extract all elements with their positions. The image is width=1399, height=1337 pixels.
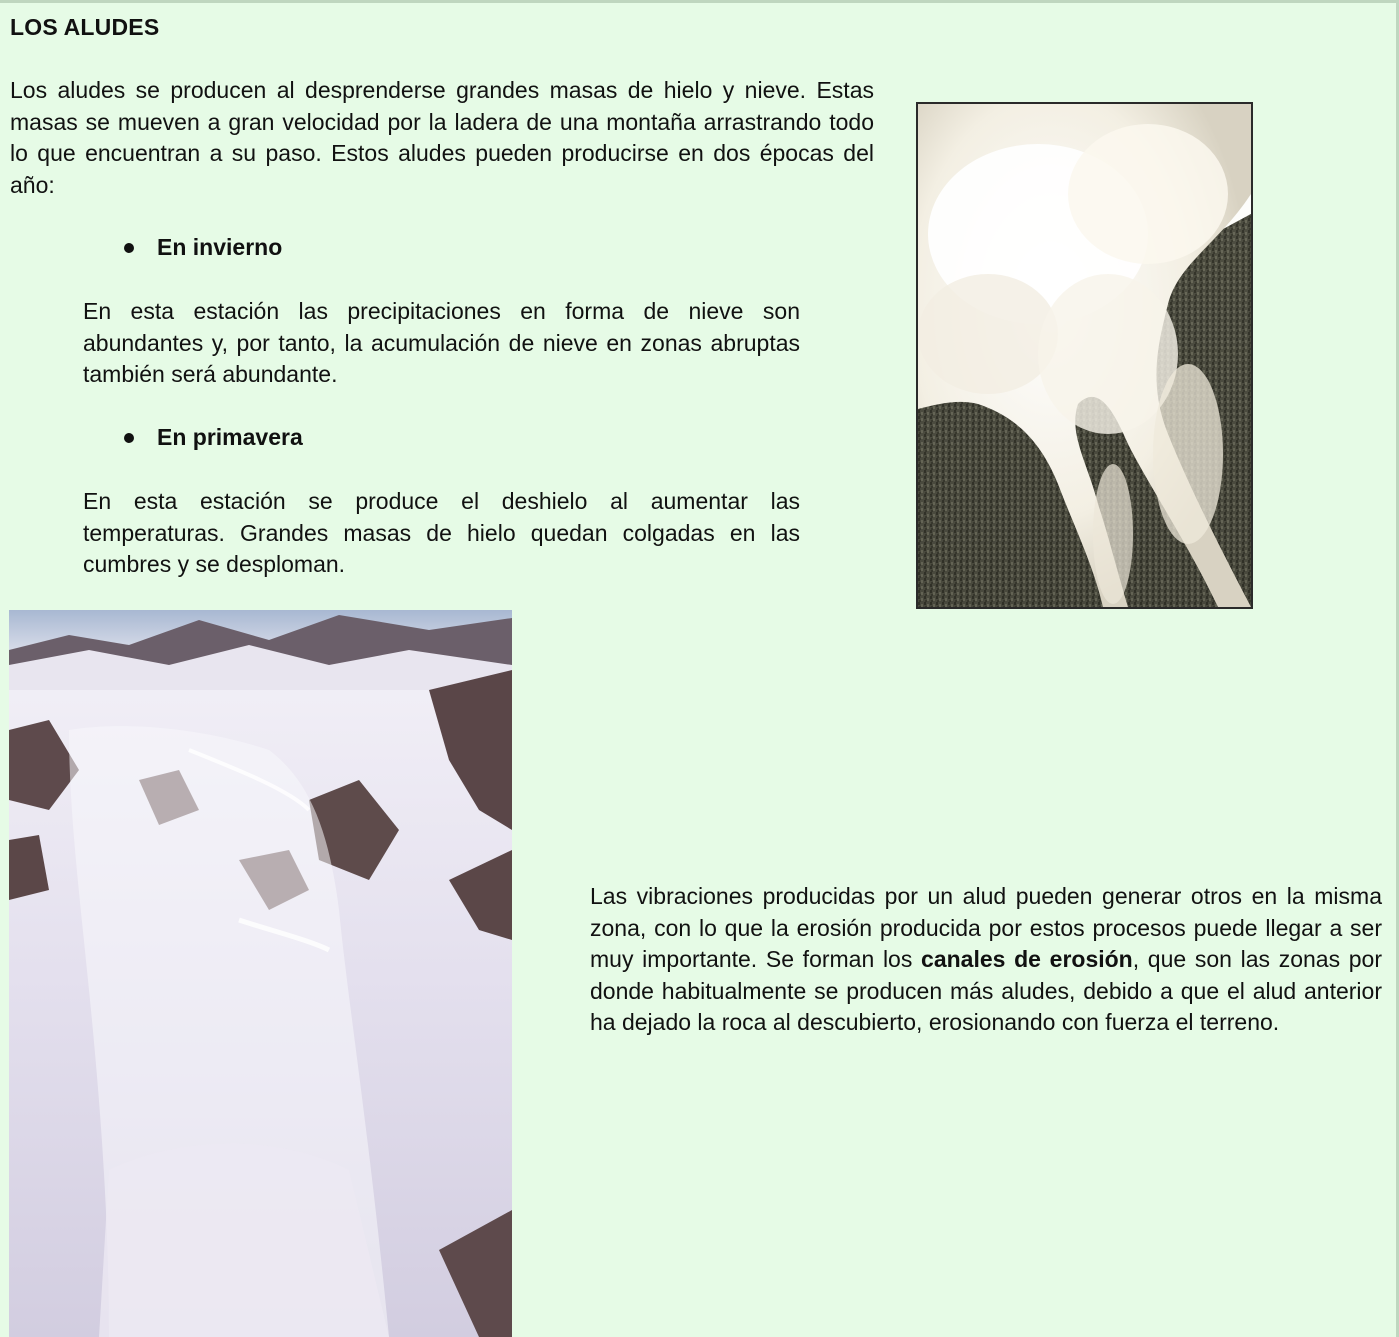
page-title: LOS ALUDES (10, 14, 160, 40)
bullet-icon (124, 243, 134, 253)
erosion-text-before: Las vibraciones producidas por un alud pueden generar otros en la misma zona, con lo que la erosión producida por estos procesos puede llegar a ser muy importante. Se forman los (590, 883, 1382, 972)
list-item-winter (124, 234, 282, 261)
spring-paragraph: En esta estación se produce el deshielo al aumentar las temperaturas. Grandes masas de hielo quedan colgadas en las cumbres y se desploman. (83, 488, 800, 577)
erosion-paragraph (590, 881, 1382, 1039)
snow-slope-photo (9, 610, 512, 1337)
avalanche-powder-photo (916, 102, 1253, 609)
winter-heading: En invierno (157, 234, 283, 260)
intro-paragraph: Los aludes se producen al desprenderse grandes masas de hielo y nieve. Estas masas se mueven a gran velocidad por la ladera de una montaña arrastrando todo lo que encuentran a su paso. Estos aludes pueden producirse en dos épocas del año: (10, 77, 874, 198)
erosion-text-after: , que son las zonas por donde habitualmente se producen más aludes, debido a que el alud anterior ha dejado la roca al descubierto, erosionando con fuerza el terreno. (590, 946, 1383, 1035)
list-item-spring (124, 424, 303, 451)
snow-slope-image (9, 610, 512, 1337)
top-border (0, 0, 1399, 3)
bullet-icon (124, 433, 134, 443)
spring-heading: En primavera (157, 424, 303, 450)
avalanche-powder-image (918, 104, 1251, 607)
winter-paragraph: En esta estación las precipitaciones en forma de nieve son abundantes y, por tanto, la acumulación de nieve en zonas abruptas también será abundante. (83, 298, 800, 387)
erosion-bold-term: canales de erosión (921, 946, 1133, 972)
